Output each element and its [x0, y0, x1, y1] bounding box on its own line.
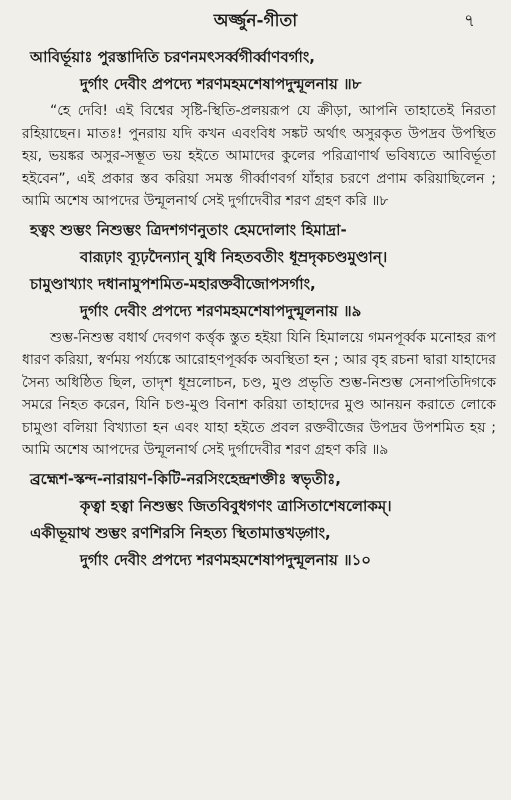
verse-8 — [22, 44, 496, 98]
verse-line: আবির্ভূয়াঃ পুরস্তাদিতি চরণনমৎসর্ব্বগীর্ব্বাণবর্গাং, — [30, 48, 316, 66]
verse-line: চামুণ্ডাখ্যাং দধানামুপশমিত-মহারক্তবীজোপসর্গাং, — [30, 274, 316, 293]
verse-line: কৃত্বা হত্বা নিশুম্ভং জিতবিবুধগণং ত্রাসিতাশেষলোকম্। — [80, 496, 392, 515]
commentary-8: “হে দেবি! এই বিশ্বের সৃষ্টি-স্থিতি-প্রলয়রূপ যে ক্রীড়া, আপনি তাহাতেই নিরতা রহিয়াছেন। মাতঃ! পুনরায় যদি কখন এবংবিধ সঙ্কট অর্থাৎ অসুরকৃত উপদ্রব উপস্থিত হয়, ভয়ঙ্কর অসুর-সম্ভূত ভয় হইতে আমাদের কুলের পরিত্রাণার্থ ভবিষ্যতে আবির্ভূতা হইবেন”, এই প্রকার স্তব করিয়া সমস্ত গীর্ব্বাণবর্গ যাঁহার চরণে প্রণাম করিয়াছিলেন ; আমি অশেষ আপদের উন্মূলনার্থ সেই দুর্গাদেবীর শরণ গ্রহণ করি ॥৮ — [22, 103, 496, 209]
page-body — [22, 44, 496, 574]
commentary-9: শুম্ভ-নিশুম্ভ বধার্থ দেবগণ কর্ত্তৃক স্তুত হইয়া যিনি হিমালয়ে গমনপূর্ব্বক মনোহর রূপ ধারণ করিয়া, স্বর্ণময় পর্য্যঙ্কে আরোহণপূর্ব্বক অবস্থিতা হন ; আর বৃহ রচনা দ্বারা যাহাদের সৈন্য অধিষ্ঠিত ছিল, তাদৃশ ধূম্রলোচন, চণ্ড, মুণ্ড প্রভৃতি শুম্ভ-নিশুম্ভ সেনাপতিদিগকে সমরে নিহত করেন, যিনি চণ্ড-মুণ্ড বিনাশ করিয়া তাহাদের মুণ্ড আনয়ন করাতে লোকে চামুণ্ডা বলিয়া বিখ্যাতা হন এবং যাহা হইতে প্রবল রক্তবীজের উপদ্রব উপশমিত হয় ; আমি অশেষ আপদের উন্মূলনার্থ সেই দুর্গাদেবীর শরণ গ্রহণ করি ॥৯ — [22, 329, 497, 458]
verse-9 — [22, 217, 496, 325]
verse-line: হত্বং শুম্ভং নিশুম্ভং ত্রিদশগণনুতাং হেমদোলাং হিমাদ্রা- — [30, 220, 347, 239]
verse-10 — [22, 466, 496, 574]
verse-line: একীভূয়াথ শুম্ভং রণশিরসি নিহত্য স্থিতামাত্তখড়্গাং, — [30, 523, 331, 542]
verse-line: দুর্গাং দেবীং প্রপদ্যে শরণমহমশেষাপদুন্মূলনায় ॥১০ — [80, 550, 372, 569]
page-number: ৭ — [463, 11, 475, 31]
verse-line: দুর্গাং দেবীং প্রপদ্যে শরণমহমশেষাপদুন্মূলনায় ॥৮ — [80, 75, 362, 93]
page-header — [0, 6, 511, 32]
verse-line: ব্রহ্মেশ-স্কন্দ-নারায়ণ-কিটি-নরসিংহেন্দ্রশক্তীঃ স্বভৃতীঃ, — [30, 469, 341, 488]
running-title: অৰ্জ্জুন-গীতা — [213, 11, 298, 31]
verse-line: দুর্গাং দেবীং প্রপদ্যে শরণমহমশেষাপদুন্মূলনায় ॥৯ — [80, 301, 362, 320]
verse-line: বারূঢ়াং ব্যূঢ়দৈন্যান্ যুধি নিহতবতীং ধূম্রদৃকচণ্ডমুণ্ডান্। — [80, 247, 388, 266]
